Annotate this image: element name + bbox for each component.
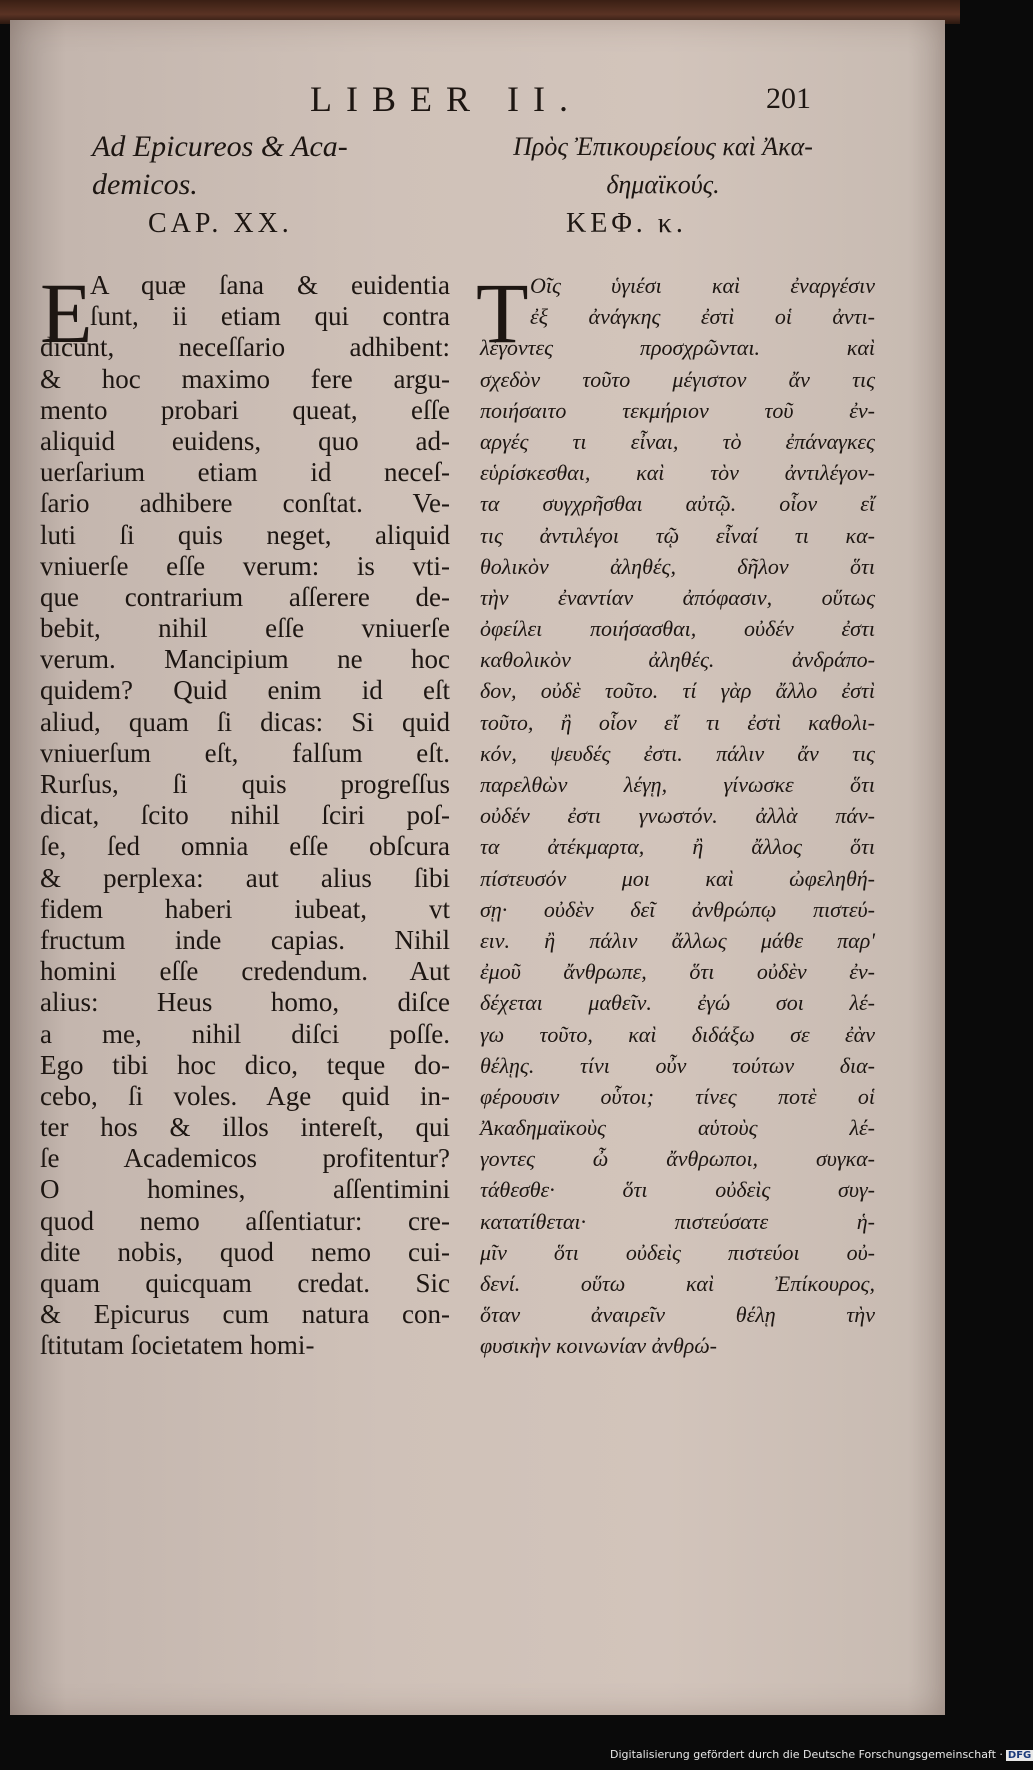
greek-text-column	[480, 270, 875, 1362]
running-title: LIBER II.	[310, 79, 582, 119]
greek-line: σῃ· οὐδὲν δεῖ ἀνθρώπῳ πιστεύ-	[480, 896, 875, 922]
greek-line: τοῦτο, ἢ οἷον εἴ τι ἐστὶ καθολι-	[480, 709, 875, 735]
latin-line: cebo, ſi voles. Age quid in-	[40, 1080, 450, 1111]
latin-line: quam quicquam credat. Sic	[40, 1268, 450, 1298]
greek-line: ειν. ἢ πάλιν ἄλλως μάθε παρ'	[480, 927, 875, 953]
greek-line: πίστευσόν μοι καὶ ὠφεληθή-	[480, 865, 875, 891]
greek-line: κόν, ψευδές ἐστι. πάλιν ἄν τις	[480, 740, 875, 766]
greek-line: εὑρίσκεσθαι, καὶ τὸν ἀντιλέγον-	[480, 460, 875, 486]
greek-line: γοντες ὦ ἄνθρωποι, συγκα-	[480, 1146, 875, 1172]
latin-line: ſunt, ii etiam qui contra	[90, 301, 450, 332]
greek-line: θέλῃς. τίνι οὖν τούτων δια-	[480, 1052, 875, 1078]
latin-drop-initial: E	[40, 265, 93, 361]
latin-line: ſe Academicos profitentur?	[40, 1143, 450, 1174]
greek-line: τα ἀτέκμαρτα, ἢ ἄλλος ὅτι	[480, 834, 875, 860]
greek-line: φυσικὴν κοινωνίαν ἀνθρώ-	[480, 1333, 717, 1359]
greek-line: δέχεται μαθεῖν. ἐγώ σοι λέ-	[480, 990, 875, 1016]
latin-line: dite nobis, quod nemo cui-	[40, 1236, 450, 1267]
latin-line: vniuerſe eſſe verum: is vti-	[40, 550, 450, 581]
credit-text: Digitalisierung gefördert durch die Deutsche Forschungsgemeinschaft ·	[610, 1748, 1003, 1761]
greek-line: Ἀκαδημαϊκοὺς αὑτοὺς λέ-	[480, 1115, 875, 1141]
latin-line: Ego tibi hoc dico, teque do-	[40, 1049, 450, 1080]
latin-line: vniuerſum eſt, falſum eſt.	[40, 737, 450, 768]
greek-line: παρελθὼν λέγῃ, γίνωσκε ὅτι	[480, 772, 875, 797]
greek-line: σχεδὸν τοῦτο μέγιστον ἄν τις	[480, 366, 875, 392]
latin-line: fidem haberi iubeat, vt	[40, 893, 450, 924]
greek-line: κατατίθεται· πιστεύσατε ἡ-	[480, 1208, 875, 1234]
latin-heading-line-2: demicos.	[92, 168, 198, 201]
latin-line: quidem? Quid enim id eſt	[40, 675, 450, 706]
latin-line: & Epicurus cum natura con-	[40, 1299, 450, 1330]
dfg-logo: DFG	[1007, 1750, 1032, 1761]
greek-line: καθολικὸν ἀληθές. ἀνδράπο-	[480, 647, 875, 673]
latin-line: dicat, ſcito nihil ſciri poſ-	[40, 800, 450, 831]
latin-heading	[92, 128, 432, 204]
latin-line: O homines, aſſentimini	[40, 1174, 450, 1205]
greek-heading-line-2: δημαϊκούς.	[606, 170, 720, 199]
greek-line: τὴν ἐναντίαν ἀπόφασιν, οὕτως	[480, 584, 875, 610]
page-number: 201	[766, 82, 811, 115]
latin-line: & hoc maximo fere argu-	[40, 363, 450, 394]
latin-line: mento probari queat, eſſe	[40, 394, 450, 425]
latin-line: dicunt, neceſſario adhibent:	[40, 332, 450, 363]
greek-line: δον, οὐδὲ τοῦτο. τί γὰρ ἄλλο ἐστὶ	[480, 678, 875, 704]
greek-line: λέγοντες προσχρῶνται. καὶ	[480, 335, 875, 361]
greek-line: ποιήσαιτο τεκμήριον τοῦ ἐν-	[480, 397, 875, 423]
greek-heading	[473, 128, 853, 204]
greek-heading-line-1: Πρὸς Ἐπικουρείους καὶ Ἀκα-	[513, 132, 813, 161]
greek-line: γω τοῦτο, καὶ διδάξω σε ἐὰν	[480, 1021, 875, 1047]
greek-line: ὀφείλει ποιήσασθαι, οὐδέν ἐστι	[480, 616, 875, 642]
greek-line: ὅταν ἀναιρεῖν θέλῃ τὴν	[480, 1302, 875, 1328]
greek-line: ἐμοῦ ἄνθρωπε, ὅτι οὐδὲν ἐν-	[480, 959, 875, 985]
latin-chapter-label: CAP. XX.	[148, 208, 293, 239]
greek-line: φέρουσιν οὗτοι; τίνες ποτὲ οἱ	[480, 1083, 875, 1109]
latin-line: & perplexa: aut alius ſibi	[40, 862, 450, 893]
greek-line: ἐξ ἀνάγκης ἐστὶ οἱ ἀντι-	[530, 304, 875, 330]
latin-text-column	[40, 265, 450, 1362]
latin-line: ſtitutam ſocietatem homi-	[40, 1330, 315, 1361]
latin-line: uerſarium etiam id neceſ-	[40, 457, 450, 488]
latin-line: luti ſi quis neget, aliquid	[40, 519, 450, 550]
latin-line: ter hos & illos intereſt, qui	[40, 1112, 450, 1143]
latin-line: fructum inde capias. Nihil	[40, 924, 450, 955]
latin-line: homini eſſe credendum. Aut	[40, 956, 450, 987]
greek-line: αργές τι εἶναι, τὸ ἐπάναγκες	[480, 428, 875, 454]
latin-line: aliquid euidens, quo ad-	[40, 425, 450, 456]
greek-line: τα συγχρῆσθαι αὐτῷ. οἷον εἴ	[480, 491, 875, 517]
latin-line: verum. Mancipium ne hoc	[40, 644, 450, 675]
greek-line: τάθεσθε· ὅτι οὐδεὶς συγ-	[480, 1177, 875, 1203]
latin-line: que contrarium aſſerere de-	[40, 581, 450, 612]
greek-line: μῖν ὅτι οὐδεὶς πιστεύοι οὐ-	[480, 1239, 875, 1265]
latin-line: a me, nihil diſci poſſe.	[40, 1018, 450, 1049]
digitization-credit	[610, 1748, 1033, 1761]
latin-line: ſe, ſed omnia eſſe obſcura	[40, 831, 450, 862]
latin-line: alius: Heus homo, diſce	[40, 987, 450, 1018]
greek-line: οὐδέν ἐστι γνωστόν. ἀλλὰ πάν-	[480, 803, 875, 829]
latin-line: quod nemo aſſentiatur: cre-	[40, 1205, 450, 1236]
latin-line: Rurſus, ſi quis progreſſus	[40, 769, 450, 799]
latin-line: ſario adhibere conſtat. Ve-	[40, 488, 450, 519]
latin-line: bebit, nihil eſſe vniuerſe	[40, 613, 450, 644]
greek-chapter-label: ΚΕΦ. κ.	[566, 208, 687, 239]
greek-line: θολικὸν ἀληθές, δῆλον ὅτι	[480, 553, 875, 579]
latin-heading-line-1: Ad Epicureos & Aca-	[92, 130, 348, 163]
latin-line: A quæ ſana & euidentia	[90, 270, 450, 300]
greek-drop-initial: Τ	[476, 265, 529, 361]
latin-line: aliud, quam ſi dicas: Si quid	[40, 706, 450, 737]
greek-line: Οῖς ὑγιέσι καὶ ἐναργέσιν	[530, 273, 875, 298]
greek-line: δενί. οὕτω καὶ Ἐπίκουρος,	[480, 1271, 875, 1296]
greek-line: τις ἀντιλέγοι τῷ εἶναί τι κα-	[480, 522, 875, 548]
book-page	[10, 20, 945, 1715]
